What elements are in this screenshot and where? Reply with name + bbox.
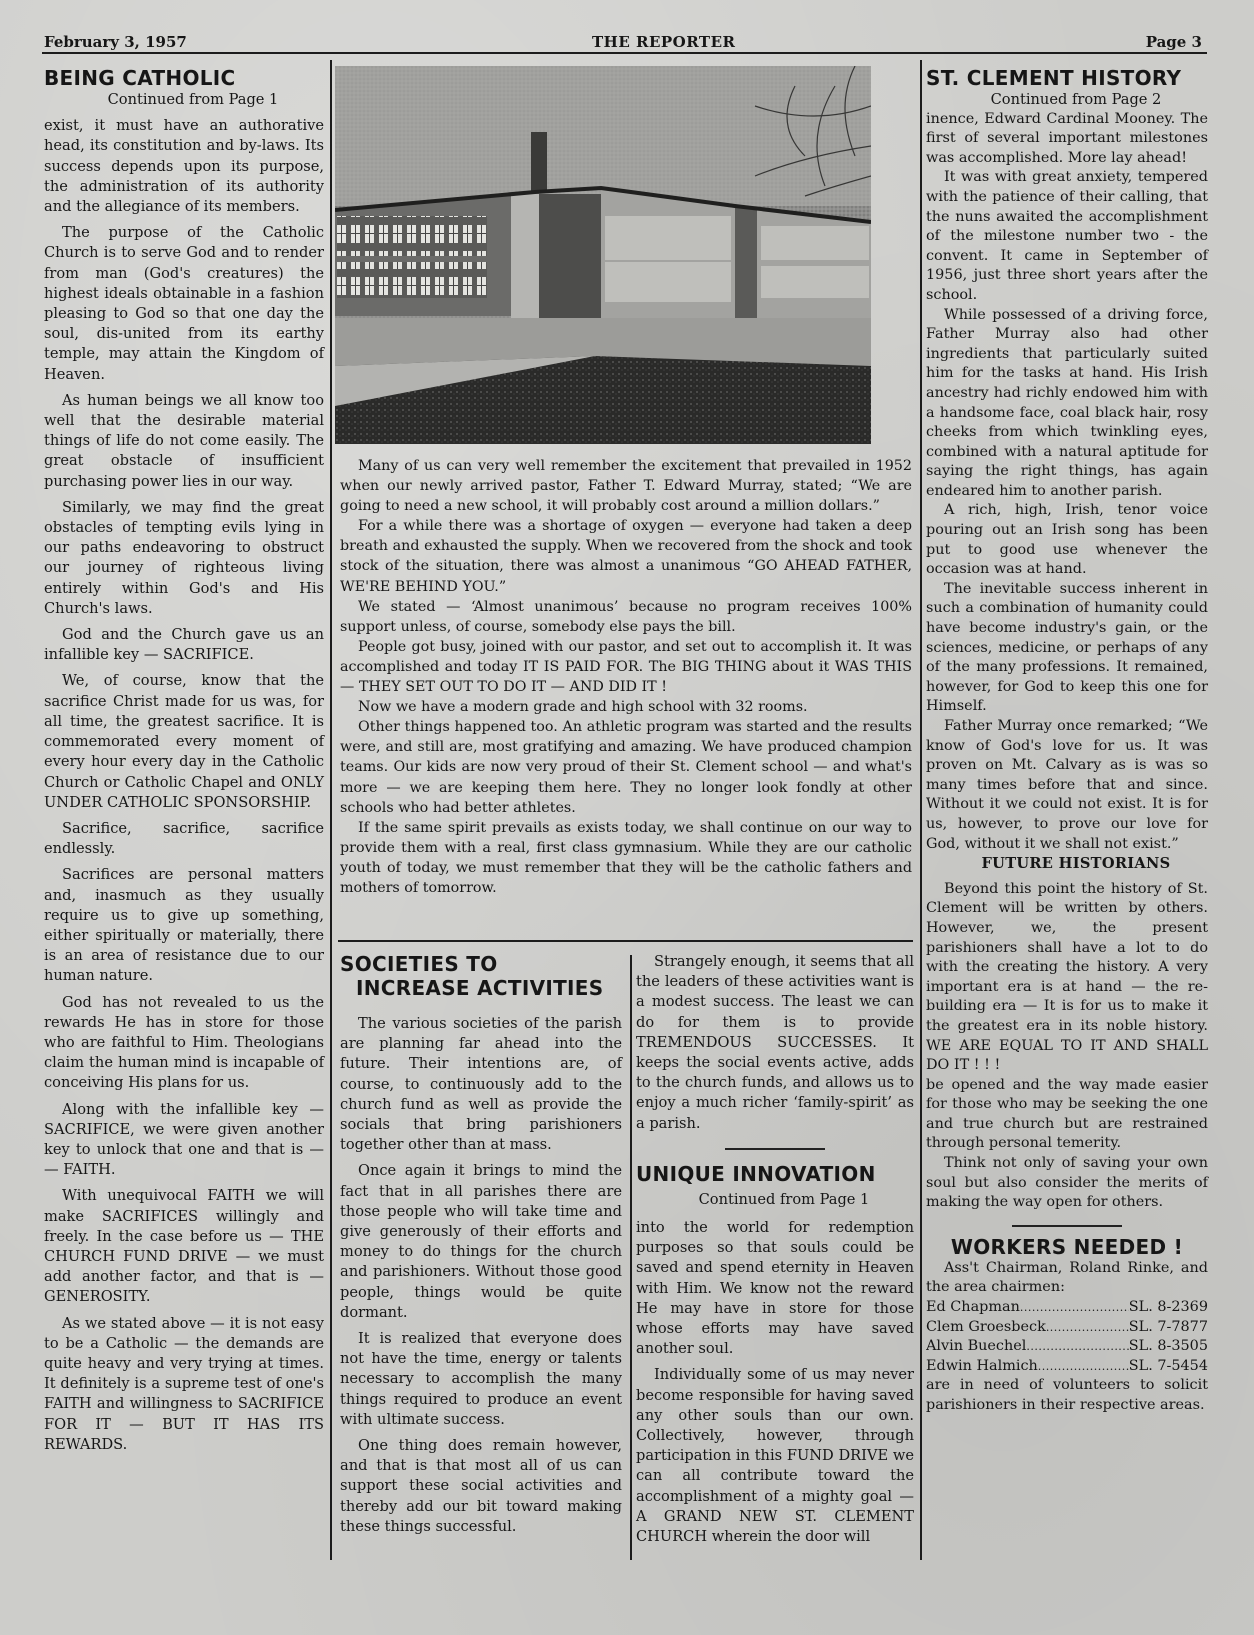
article-paragraph: into the world for redemption purposes so that souls could be saved and spend eternity in Heaven with Him. We know not the reward He may have in store for those whose efforts may have saved another soul. [636, 1219, 914, 1358]
leader-dots [1038, 1357, 1129, 1377]
school-building-photo [335, 66, 871, 444]
article-paragraph: As we stated above — it is not easy to be a Catholic — the demands are quite heavy and very trying at times. It definitely is a supreme test of one's FAITH and willingness to SACRIFICE FOR IT — BUT IT HAS ITS REWARDS. [44, 1314, 324, 1453]
article-paragraph: inence, Edward Cardinal Mooney. The first of several important milestones was accomplished. More lay ahead! [926, 110, 1208, 166]
column-divider [630, 955, 632, 1560]
leader-dots [1026, 1337, 1128, 1357]
workers-intro: Ass't Chairman, Roland Rinke, and the area chairmen: [926, 1259, 1208, 1296]
article-paragraph: One thing does remain however, and that is that most all of us can support these social activities and thereby add our bit toward making these things successful. [340, 1437, 622, 1535]
leader-dots [1020, 1298, 1129, 1318]
short-divider [1012, 1225, 1122, 1227]
st-clement-history-article [926, 66, 1208, 1422]
leader-dots [1046, 1318, 1129, 1338]
societies-article [340, 952, 622, 1543]
article-paragraph: With unequivocal FAITH we will make SACRIFICES willingly and freely. In the case before us — THE CHURCH FUND DRIVE — we must add another factor, and that is — GENEROSITY. [44, 1187, 324, 1306]
school-story-article [340, 456, 912, 898]
article-paragraph: We stated — ‘Almost unanimous’ because no program receives 100% support unless, of course, somebody else pays the bill. [340, 598, 912, 635]
article-paragraph: Now we have a modern grade and high school with 32 rooms. [358, 699, 808, 716]
column-divider [330, 60, 332, 1560]
article-paragraph: People got busy, joined with our pastor, and set out to accomplish it. It was accomplished and today IT IS PAID FOR. The BIG THING about it WAS THIS — THEY SET OUT TO DO IT — AND DID IT ! [340, 638, 912, 696]
page-number: Page 3 [1145, 33, 1202, 51]
article-paragraph: The inevitable success inherent in such a combination of humanity could have become industry's gain, or the sciences, medicine, or perhaps of any of the many professions. It remained, however, for God to keep this one for Himself. [926, 580, 1208, 715]
societies-headline-line2: INCREASE ACTIVITIES [356, 976, 604, 1000]
chairman-name: Clem Groesbeck [926, 1318, 1046, 1335]
chairman-name: Ed Chapman [926, 1299, 1020, 1316]
article-paragraph: God and the Church gave us an infallible key — SACRIFICE. [44, 626, 324, 664]
chairman-row [926, 1298, 1208, 1318]
article-paragraph: Other things happened too. An athletic program was started and the results were, and still are, most gratifying and amazing. We have produced champion teams. Our kids are now very proud of their St. Clement school — and what's more — we are keeping them here. They no longer look fondly at other schools who had better athletes. [340, 719, 912, 816]
article-paragraph: It was with great anxiety, tempered with the patience of their calling, that the nuns awaited the accomplishment of the milestone number two - the convent. It came in September of 1956, just three short years after the school. [926, 169, 1208, 303]
continued-note: Continued from Page 2 [990, 91, 1162, 108]
chairman-row [926, 1318, 1208, 1338]
article-paragraph: The various societies of the parish are planning far ahead into the future. Their intentions are, of course, to continuously add to the church fund as well as provide the socials that bring parishioners together other than at mass. [340, 1015, 622, 1154]
article-paragraph: A rich, high, Irish, tenor voice pouring out an Irish song has been put to good use whenever the occasion was at hand. [926, 502, 1208, 578]
newspaper-title: THE REPORTER [592, 33, 736, 51]
school-building-icon [335, 66, 871, 444]
column-divider [920, 60, 922, 1560]
article-paragraph: Think not only of saving your own soul but also consider the merits of making the way open for others. [926, 1155, 1208, 1211]
article-paragraph: We, of course, know that the sacrifice Christ made for us was, for all time, the greatest sacrifice. It is commemorated every moment of every hour every day in the Catholic Church or Catholic Chapel and ONLY UNDER CATHOLIC SPONSORSHIP. [44, 672, 324, 811]
chairman-phone: SL. 8-2369 [1128, 1299, 1208, 1316]
article-paragraph: While possessed of a driving force, Father Murray also had other ingredients that particularly suited him for the tasks at hand. His Irish ancestry had richly endowed him with a handsome face, coal black hair, rosy cheeks from which twinkling eyes, combined with a natural aptitude for saying the right things, has again endeared him to another parish. [926, 306, 1208, 499]
st-clement-history-headline: ST. CLEMENT HISTORY [926, 66, 1182, 90]
societies-continued-and-innovation [636, 952, 914, 1553]
article-paragraph: Individually some of us may never become responsible for having saved any other souls than our own. Collectively, however, through participation in this FUND DRIVE we can all contribute toward the accomplishment of a mighty goal — A GRAND NEW ST. CLEMENT CHURCH wherein the door will [636, 1366, 914, 1546]
societies-headline-line1: SOCIETIES TO [340, 952, 498, 976]
article-paragraph: Sacrifice, sacrifice, sacrifice endlessly. [44, 819, 324, 858]
being-catholic-headline: BEING CATHOLIC [44, 66, 236, 90]
article-paragraph: As human beings we all know too well that the desirable material things of life do not come easily. The great obstacle of insufficient purchasing power lies in our way. [44, 391, 324, 490]
chairman-name: Edwin Halmich [926, 1357, 1038, 1374]
chairman-name: Alvin Buechel [926, 1338, 1027, 1355]
chairman-phone: SL. 8-3505 [1128, 1338, 1208, 1355]
issue-date: February 3, 1957 [44, 33, 187, 51]
chairman-phone: SL. 7-7877 [1128, 1318, 1208, 1335]
article-paragraph: Strangely enough, it seems that all the leaders of these activities want is a modest success. The least we can do for them is to provide TREMENDOUS SUCCESSES. It keeps the social events active, adds to the church funds, and allows us to enjoy a much richer ‘family-spirit’ as a parish. [636, 953, 914, 1132]
future-historians-subhead: FUTURE HISTORIANS [981, 855, 1171, 873]
article-paragraph: Beyond this point the history of St. Clement will be written by others. However, we, the present parishioners shall have a lot to do with the creating the history. A very important era is at hand — the re-building era — It is for us to make it the greatest era in its noble history. WE ARE EQUAL TO IT AND SHALL DO IT ! ! ! [926, 880, 1208, 1074]
article-paragraph: Once again it brings to mind the fact that in all parishes there are those people who will take time and give generously of their efforts and money to do things for the church and parishioners. Without those good people, things would be quite dormant. [340, 1162, 622, 1321]
article-paragraph: For a while there was a shortage of oxygen — everyone had taken a deep breath and exhausted the supply. When we recovered from the shock and took stock of the situation, there was almost a unanimous “GO AHEAD FATHER, WE'RE BEHIND YOU.” [340, 518, 912, 595]
continued-note: Continued from Page 1 [698, 1190, 870, 1208]
chairman-row [926, 1337, 1208, 1357]
workers-needed-headline: WORKERS NEEDED ! [950, 1234, 1184, 1259]
article-paragraph: exist, it must have an authorative head, its constitution and by-laws. Its success depends upon its purpose, the administration of its authority and the allegiance of its members. [44, 117, 324, 216]
article-paragraph: It is realized that everyone does not have the time, energy or talents necessary to accomplish the many things required to produce an event with ultimate success. [340, 1330, 622, 1428]
short-divider [725, 1148, 825, 1150]
chairman-row [926, 1357, 1208, 1377]
continued-note: Continued from Page 1 [107, 91, 279, 108]
article-paragraph: Many of us can very well remember the excitement that prevailed in 1952 when our newly arrived pastor, Father T. Edward Murray, stated; “We are going to need a new school, it will probably cost around a million dollars.” [340, 458, 912, 515]
article-paragraph: The purpose of the Catholic Church is to serve God and to render from man (God's creatures) the highest ideals obtainable in a fashion pleasing to God so that one day the soul, dis-united from its earthy temple, may attain the Kingdom of Heaven. [44, 224, 324, 383]
masthead [42, 30, 1207, 54]
being-catholic-article [44, 66, 324, 1461]
unique-innovation-headline: UNIQUE INNOVATION [636, 1161, 876, 1186]
chairman-phone: SL. 7-5454 [1128, 1357, 1208, 1374]
article-paragraph: Along with the infallible key — SACRIFICE, we were given another key to unlock that one and that is — — FAITH. [44, 1100, 324, 1179]
workers-closing: are in need of volunteers to solicit parishioners in their respective areas. [926, 1377, 1208, 1413]
article-paragraph: Similarly, we may find the great obstacles of tempting evils lying in our paths endeavoring to obstruct our journey of righteous living entirely within God's and His Church's laws. [44, 498, 324, 617]
article-paragraph: Father Murray once remarked; “We know of God's love for us. It was proven on Mt. Calvary as is was so many times before that and since. Without it we could not exist. It is for us, however, to prove our love for God, without it we shall not exist.” [926, 718, 1208, 852]
section-divider [338, 940, 913, 942]
article-paragraph: be opened and the way made easier for those who may be seeking the one and true church but are restrained through personal temerity. [926, 1076, 1208, 1152]
article-paragraph: Sacrifices are personal matters and, inasmuch as they usually require us to give up something, either spiritually or materially, there is an area of resistance due to our human nature. [44, 866, 324, 985]
article-paragraph: If the same spirit prevails as exists today, we shall continue on our way to provide them with a real, first class gymnasium. While they are our catholic youth of today, we must remember that they will be the catholic fathers and mothers of tomorrow. [340, 819, 912, 896]
article-paragraph: God has not revealed to us the rewards He has in store for those who are faithful to Him. Theologians claim the human mind is incapable of conceiving His plans for us. [44, 993, 324, 1092]
